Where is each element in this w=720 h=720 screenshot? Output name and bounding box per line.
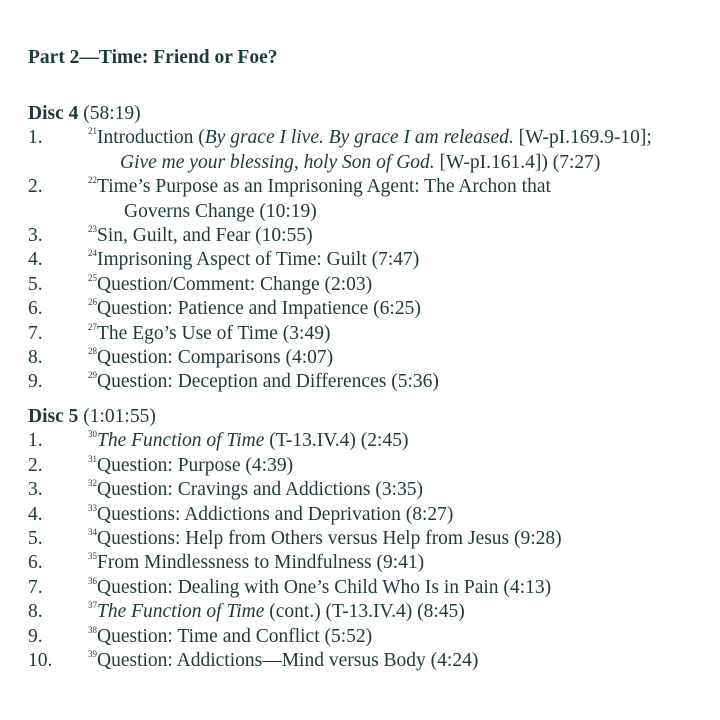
track-title: [88, 551, 424, 575]
track-number: 10.: [28, 649, 53, 671]
disc-heading: [28, 405, 708, 429]
track-title-segment: Question/Comment: Change (2:03): [97, 273, 373, 295]
footnote-marker: 22: [88, 175, 97, 186]
track-number: 2.: [28, 454, 43, 476]
track-title-segment: Question: Time and Conflict (5:52): [97, 625, 373, 647]
track-item: [28, 273, 708, 297]
track-item: [28, 625, 708, 649]
track-title-segment: The Ego’s Use of Time (3:49): [97, 322, 331, 344]
footnote-marker: 23: [88, 224, 97, 234]
track-item: [28, 346, 708, 370]
track-title: [88, 576, 551, 600]
track-title-segment: Question: Purpose (4:39): [97, 454, 294, 476]
track-title-segment: Imprisoning Aspect of Time: Guilt (7:47): [97, 249, 420, 271]
track-title-segment: From Mindlessness to Mindfulness (9:41): [97, 552, 425, 574]
track-title: [88, 224, 313, 248]
track-title-segment: The Function of Time: [97, 601, 265, 623]
track-title-segment: Question: Cravings and Addictions (3:35): [97, 479, 424, 501]
track-title: [88, 248, 419, 272]
track-title-continuation: [124, 200, 317, 224]
track-number: 5.: [28, 273, 43, 295]
disc-duration: (1:01:55): [78, 406, 156, 427]
track-number: 6.: [28, 298, 43, 320]
track-number: 7.: [28, 576, 43, 598]
track-title: [88, 175, 551, 199]
track-title: [88, 478, 423, 502]
track-number: 3.: [28, 225, 43, 246]
track-title: [88, 429, 408, 453]
track-title-segment: Time’s Purpose as an Imprisoning Agent: The Archon that: [97, 176, 551, 198]
track-item: [28, 600, 708, 624]
track-title-continuation-segment: [W-pI.161.4]) (7:27): [434, 151, 601, 173]
track-title-continuation: [120, 151, 600, 175]
track-title-segment: The Function of Time: [97, 430, 265, 452]
track-title-segment: Question: Deception and Differences (5:36): [97, 371, 439, 393]
track-item: [28, 322, 708, 346]
track-number: 1.: [28, 127, 43, 149]
track-item: [28, 478, 708, 502]
track-title: [88, 297, 421, 321]
track-item: [28, 370, 708, 394]
track-number: 8.: [28, 346, 43, 368]
track-number: 6.: [28, 552, 43, 574]
track-title-segment: By grace I live. By grace I am released.: [204, 127, 514, 149]
track-item: [28, 503, 708, 527]
track-item: [28, 551, 708, 575]
footnote-marker: 27: [88, 321, 97, 332]
track-item: [28, 576, 708, 600]
track-title-segment: Question: Addictions—Mind versus Body (4:24): [97, 649, 479, 671]
track-title-segment: Questions: Addictions and Deprivation (8:27): [97, 503, 454, 525]
track-title: [88, 600, 465, 624]
footnote-marker: 37: [88, 600, 97, 611]
track-number: 1.: [28, 430, 43, 452]
footnote-marker: 21: [88, 126, 97, 137]
track-number: 4.: [28, 503, 43, 525]
track-title: [88, 273, 372, 297]
track-title: [88, 346, 333, 370]
track-title-segment: (cont.) (T-13.IV.4) (8:45): [264, 601, 465, 623]
footnote-marker: 32: [88, 478, 97, 489]
track-item: [28, 224, 708, 248]
track-title-segment: (T-13.IV.4) (2:45): [264, 430, 409, 452]
track-item: [28, 454, 708, 478]
track-title: [88, 649, 478, 673]
footnote-marker: 29: [88, 370, 97, 381]
footnote-marker: 36: [88, 575, 97, 586]
part-title: Part 2—Time: Friend or Foe?: [28, 47, 278, 68]
footnote-marker: 31: [88, 453, 97, 464]
track-number: 8.: [28, 601, 43, 623]
footnote-marker: 30: [88, 429, 97, 440]
track-title-segment: Questions: Help from Others versus Help from Jesus (9:28): [97, 527, 562, 549]
disc-4-section: [28, 102, 708, 395]
track-title: [88, 454, 293, 478]
track-title-continuation-segment: Governs Change (10:19): [124, 200, 317, 222]
disc-heading: [28, 102, 708, 126]
footnote-marker: 28: [88, 345, 97, 356]
footnote-marker: 33: [88, 502, 97, 513]
track-title: [88, 527, 562, 551]
track-title-segment: Question: Patience and Impatience (6:25): [97, 298, 421, 320]
track-item: [28, 649, 708, 673]
footnote-marker: 26: [88, 297, 97, 308]
disc-duration: (58:19): [78, 103, 141, 124]
disc-5-section: [28, 405, 708, 673]
track-title: [88, 126, 652, 150]
footnote-marker: 39: [88, 648, 97, 659]
track-title-segment: Introduction (: [97, 127, 205, 149]
track-number: 7.: [28, 322, 43, 344]
track-title-segment: Question: Dealing with One’s Child Who Is in Pain (4:13): [97, 576, 552, 598]
track-title-continuation-segment: Give me your blessing, holy Son of God.: [120, 151, 435, 173]
track-title-segment: Question: Comparisons (4:07): [97, 346, 334, 368]
footnote-marker: 38: [88, 624, 97, 635]
track-number: 9.: [28, 371, 43, 393]
track-item: [28, 175, 708, 224]
footnote-marker: 35: [88, 551, 97, 562]
track-item: [28, 126, 708, 175]
track-number: 5.: [28, 527, 43, 549]
track-title: [88, 503, 453, 527]
footnote-marker: 34: [88, 526, 97, 537]
track-title-segment: Sin, Guilt, and Fear (10:55): [97, 225, 313, 246]
footnote-marker: 25: [88, 272, 97, 283]
track-item: [28, 429, 708, 453]
footnote-marker: 24: [88, 248, 97, 259]
track-number: 9.: [28, 625, 43, 647]
track-item: [28, 297, 708, 321]
track-item: [28, 527, 708, 551]
track-title-segment: [W-pI.169.9-10];: [513, 127, 652, 149]
disc-label: Disc 4: [28, 103, 79, 124]
track-title: [88, 370, 439, 394]
track-number: 2.: [28, 176, 43, 198]
track-item: [28, 248, 708, 272]
disc-label: Disc 5: [28, 406, 79, 427]
track-number: 3.: [28, 479, 43, 501]
track-title: [88, 322, 330, 346]
track-number: 4.: [28, 249, 43, 271]
track-title: [88, 625, 372, 649]
